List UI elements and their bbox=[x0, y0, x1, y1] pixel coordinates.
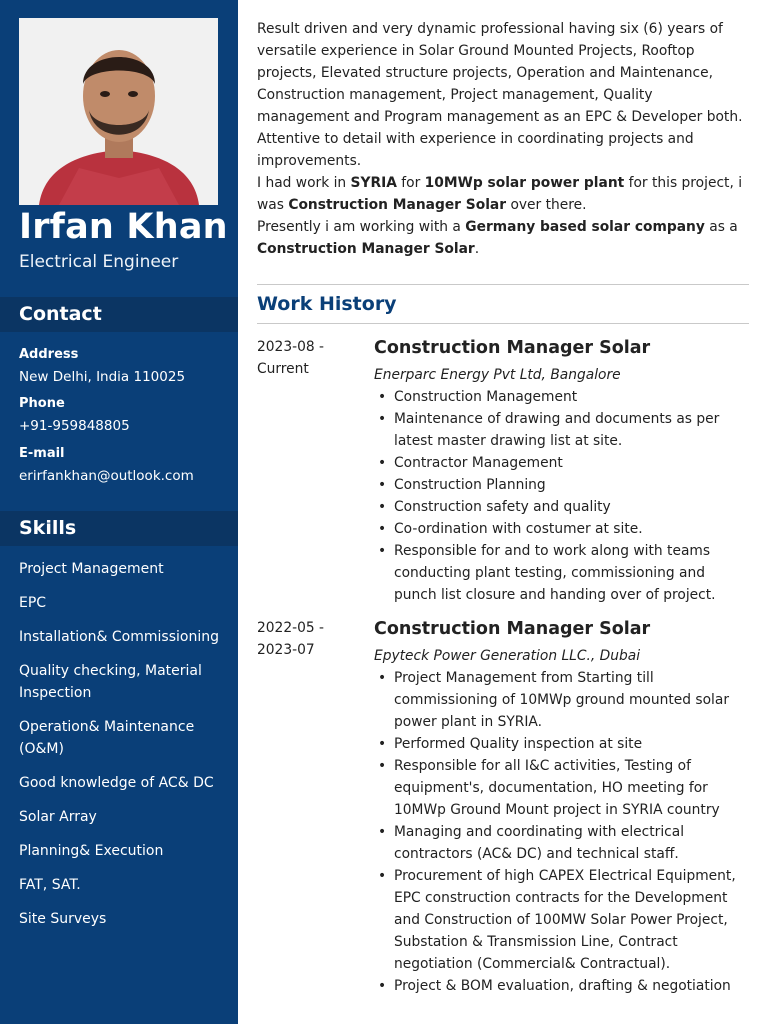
job-point: • Contractor Management bbox=[374, 452, 749, 474]
profile-photo bbox=[19, 18, 218, 205]
job-point: • Performed Quality inspection at site bbox=[374, 733, 749, 755]
job-point: • Construction safety and quality bbox=[374, 496, 749, 518]
contact-address bbox=[19, 346, 229, 386]
job-title: Construction Manager Solar bbox=[374, 619, 651, 639]
job-date-end: 2023-07 bbox=[257, 642, 315, 658]
divider bbox=[257, 323, 749, 324]
job-point: • Project & BOM evaluation, drafting & negotiation bbox=[374, 975, 749, 997]
contact-email bbox=[19, 445, 229, 485]
job-company: Epyteck Power Generation LLC., Dubai bbox=[374, 648, 641, 664]
summary-text: for bbox=[396, 175, 425, 191]
job-date-start: 2023-08 - bbox=[257, 339, 325, 355]
summary-text: for this project, i was bbox=[257, 175, 743, 213]
summary-text: over there. bbox=[506, 197, 587, 213]
job-points bbox=[374, 386, 749, 606]
summary-bold: 10MWp solar power plant bbox=[424, 175, 625, 191]
summary-text: . bbox=[474, 241, 480, 257]
job-date-end: Current bbox=[257, 361, 309, 377]
job-point: • Responsible for and to work along with teams conducting plant testing, commissioning and punch list closure and handing over of project. bbox=[374, 540, 749, 606]
summary-bold: SYRIA bbox=[350, 175, 397, 191]
job-point: • Responsible for all I&C activities, Testing of equipment's, documentation, HO meeting for 10MWp Ground Mount project in SYRIA country bbox=[374, 755, 749, 821]
summary-paragraph-1: Result driven and very dynamic professional having six (6) years of versatile experience in Solar Ground Mounted Projects, Rooftop projects, Elevated structure projects, Operation and Maintenance, Construction management, Project management, Quality management and Program management as an EPC & Developer both. Attentive to detail with experience in coordinating projects and improvements. bbox=[257, 21, 743, 169]
candidate-name: Irfan Khan bbox=[19, 207, 228, 247]
summary-bold: Germany based solar company bbox=[465, 219, 705, 235]
summary-bold: Construction Manager Solar bbox=[288, 197, 507, 213]
job-body bbox=[374, 336, 749, 606]
job-points bbox=[374, 667, 749, 997]
skill-item: EPC bbox=[19, 595, 47, 611]
skill-item: Quality checking, Material Inspection bbox=[19, 663, 202, 701]
job-title: Construction Manager Solar bbox=[374, 338, 651, 358]
job-body bbox=[374, 617, 749, 997]
skill-item: Site Surveys bbox=[19, 911, 107, 927]
summary-bold: Construction Manager Solar bbox=[257, 241, 475, 257]
phone-value[interactable]: +91-959848805 bbox=[19, 418, 130, 434]
job-point: • Managing and coordinating with electrical contractors (AC& DC) and technical staff. bbox=[374, 821, 749, 865]
contact-phone bbox=[19, 395, 229, 435]
job-company: Enerparc Energy Pvt Ltd, Bangalore bbox=[374, 367, 621, 383]
summary-text: Presently i am working with a bbox=[257, 219, 466, 235]
candidate-title: Electrical Engineer bbox=[19, 252, 179, 272]
work-history-heading: Work History bbox=[257, 293, 397, 315]
job-point: • Construction Management bbox=[374, 386, 749, 408]
sidebar bbox=[0, 0, 238, 1024]
address-value: New Delhi, India 110025 bbox=[19, 369, 186, 385]
job-dates bbox=[257, 336, 367, 380]
skill-item: Solar Array bbox=[19, 809, 97, 825]
summary-paragraph-2 bbox=[257, 172, 749, 216]
job-point: • Co-ordination with costumer at site. bbox=[374, 518, 749, 540]
summary-section bbox=[257, 18, 749, 260]
skill-item: Operation& Maintenance (O&M) bbox=[19, 719, 195, 757]
job-date-start: 2022-05 - bbox=[257, 620, 325, 636]
email-label: E-mail bbox=[19, 446, 65, 461]
skill-item: Planning& Execution bbox=[19, 843, 164, 859]
skills-list bbox=[19, 558, 224, 942]
skill-item: Installation& Commissioning bbox=[19, 629, 219, 645]
email-value[interactable]: erirfankhan@outlook.com bbox=[19, 468, 194, 484]
job-point: • Construction Planning bbox=[374, 474, 749, 496]
phone-label: Phone bbox=[19, 396, 65, 411]
contact-heading: Contact bbox=[0, 297, 238, 332]
skills-heading: Skills bbox=[0, 511, 238, 546]
job-dates bbox=[257, 617, 367, 661]
address-label: Address bbox=[19, 347, 79, 362]
summary-text: as a bbox=[704, 219, 738, 235]
summary-text: I had work in bbox=[257, 175, 351, 191]
job-point: • Maintenance of drawing and documents as per latest master drawing list at site. bbox=[374, 408, 749, 452]
job-point: • Project Management from Starting till commissioning of 10MWp ground mounted solar power plant in SYRIA. bbox=[374, 667, 749, 733]
job-point: • Procurement of high CAPEX Electrical Equipment, EPC construction contracts for the Development and Construction of 100MW Solar Power Project, Substation & Transmission Line, Contract negotiation (Commercial& Contractual). bbox=[374, 865, 749, 975]
skill-item: FAT, SAT. bbox=[19, 877, 81, 893]
divider bbox=[257, 284, 749, 285]
skill-item: Project Management bbox=[19, 561, 164, 577]
skill-item: Good knowledge of AC& DC bbox=[19, 775, 214, 791]
summary-paragraph-3 bbox=[257, 216, 749, 260]
